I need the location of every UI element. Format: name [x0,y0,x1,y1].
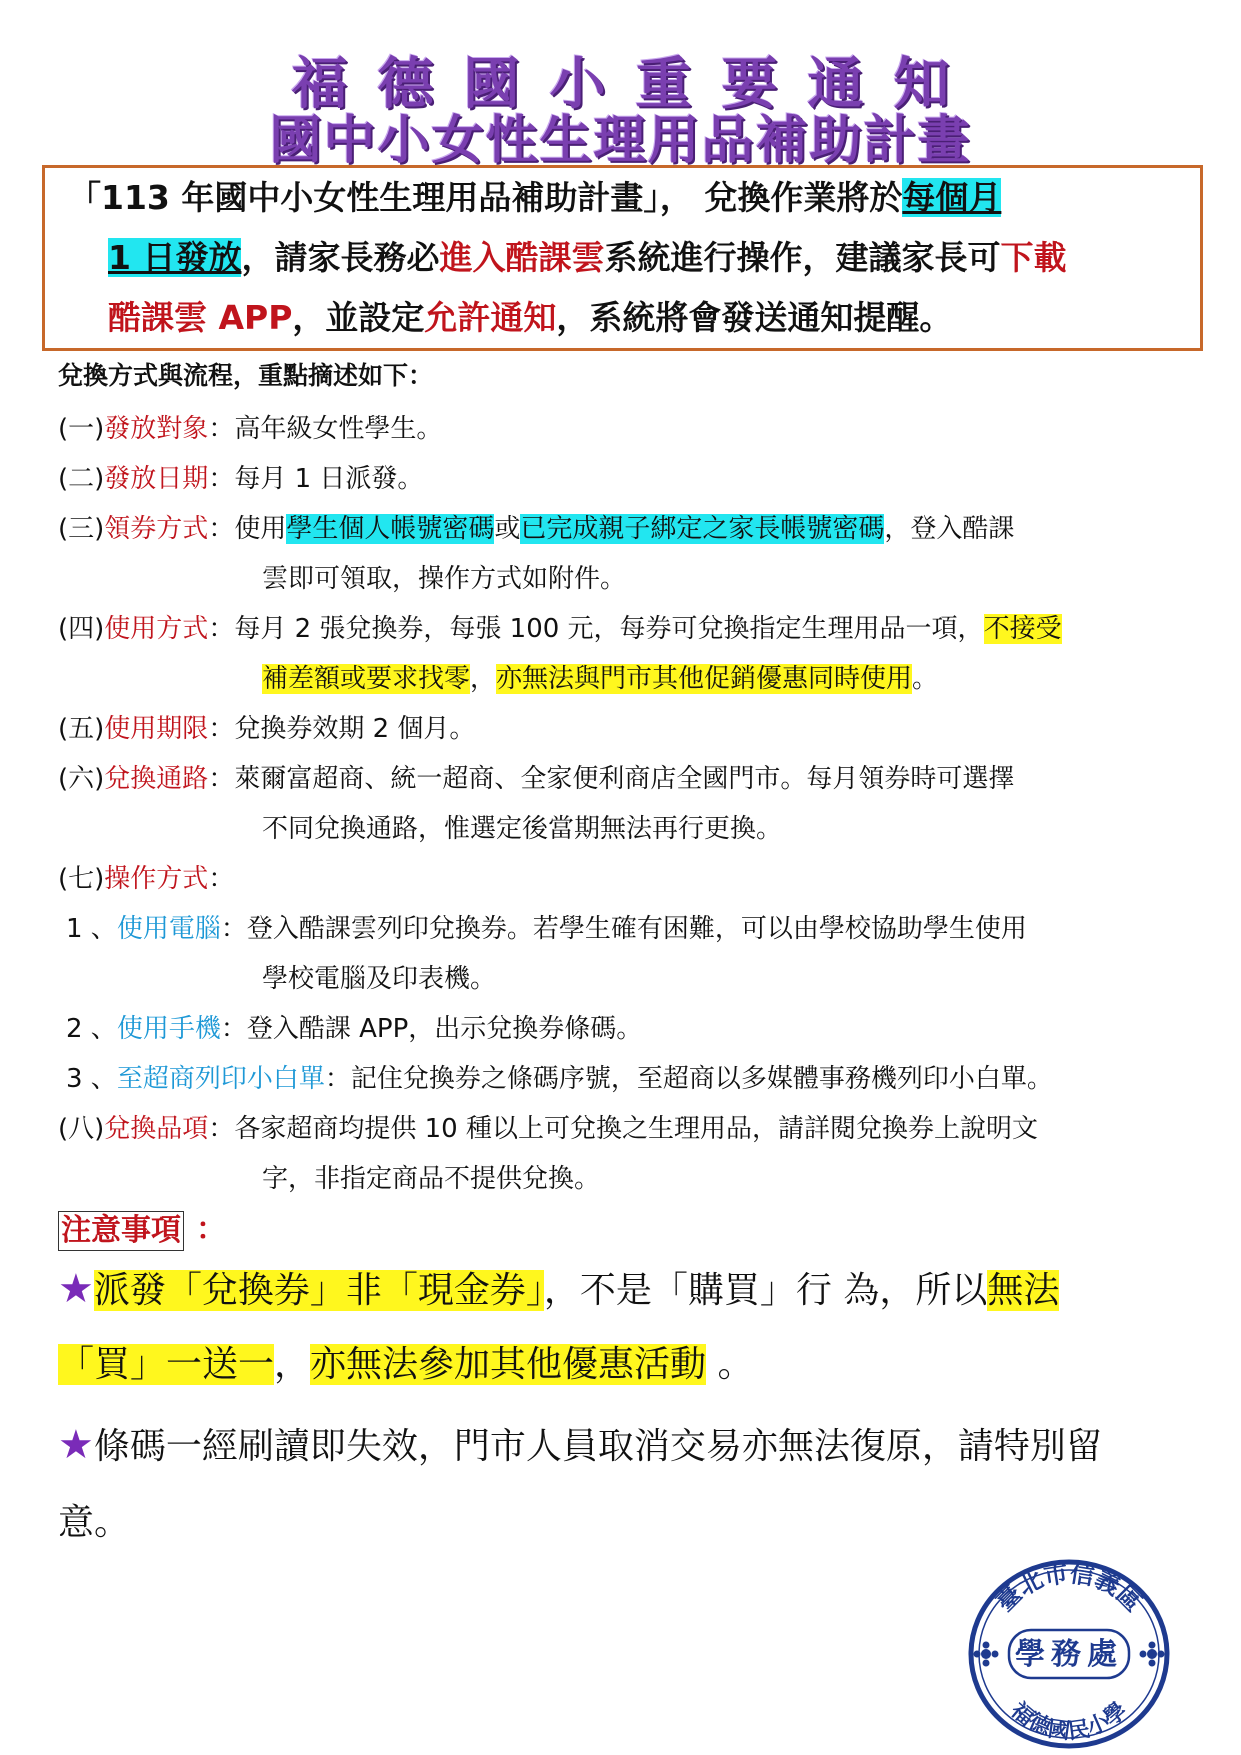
notice-text: ，請家長務必 [241,238,440,277]
notice-emphasis: 允許通知 [424,298,557,337]
item-number: (三) [58,514,105,544]
item-label: 兌換通路 [104,764,209,794]
item-colon: ： [208,514,235,544]
note-text: 。 [706,1344,754,1385]
notice-text: 系統進行操作，建議家長可 [604,238,1001,277]
notice-text: 「113 年國中小女性生理用品補助計畫」， 兌換作業將於 [68,178,903,217]
sub-item-computer [66,908,1027,945]
notes-colon: ： [196,1212,226,1247]
stamp-bottom-text: 福德國民小學 [1005,1697,1133,1745]
item-number: (一) [58,414,105,444]
note-2-line-1 [58,1418,1102,1469]
note-text: ， [274,1344,311,1385]
item-label: 領券方式 [104,514,209,544]
item-text: 每月 1 日派發。 [234,464,424,494]
item-label: 使用方式 [104,614,209,644]
item-label: 操作方式 [104,864,209,894]
item-number: (六) [58,764,105,794]
item-continuation: 字，非指定商品不提供兌換。 [262,1164,601,1194]
list-item-usage [58,608,1062,645]
item-text: 登入酷課雲列印兌換券。若學生確有困難，可以由學校協助學生使用 [246,914,1027,944]
item-continuation [262,658,938,695]
item-colon: ： [208,464,235,494]
sub-item-store-print [66,1058,1053,1095]
item-colon: ： [220,914,247,944]
notice-emphasis: 酷課雲 APP [108,298,293,337]
note-highlight: 「買」一送一 [58,1344,275,1385]
item-colon: ： [324,1064,351,1094]
item-colon: ： [220,1014,247,1044]
notice-line-1 [68,172,1001,219]
item-text: 兌換券效期 2 個月。 [234,714,476,744]
item-highlight: 學生個人帳號密碼 [286,514,495,544]
item-number: (四) [58,614,105,644]
item-text: 。 [912,664,939,694]
item-highlight: 已完成親子綁定之家長帳號密碼 [520,514,885,544]
note-text: 條碼一經刷讀即失效，門市人員取消交易亦無法復原，請特別留 [93,1426,1102,1467]
note-highlight: 亦無法參加其他優惠活動 [310,1344,707,1385]
list-item-products [58,1108,1038,1145]
notice-text: ，系統將會發送通知提醒。 [556,298,953,337]
notice-emphasis: 進入酷課雲 [439,238,605,277]
note-1-line-1 [58,1262,1059,1313]
notice-line-2 [108,232,1066,279]
note-2-line-2: 意。 [58,1502,131,1543]
item-colon: ： [208,414,235,444]
note-text: ，不是「購買」行 為，所以 [543,1270,988,1311]
item-text: 高年級女性學生。 [234,414,443,444]
item-continuation: 學校電腦及印表機。 [262,964,497,994]
item-text: 登入酷課 APP，出示兌換券條碼。 [246,1014,643,1044]
item-label: 使用期限 [104,714,209,744]
item-continuation: 雲即可領取，操作方式如附件。 [262,564,627,594]
item-number: (七) [58,864,105,894]
list-item-target [58,408,442,445]
sub-item-phone [66,1008,642,1045]
list-item-claim [58,508,1014,545]
page-subtitle: 國中小女性生理用品補助計畫 [269,111,972,171]
item-colon: ： [208,1114,235,1144]
item-number: 2 、 [66,1014,117,1044]
list-item-date [58,458,423,495]
item-text: 記住兌換券之條碼序號，至超商以多媒體事務機列印小白單。 [350,1064,1053,1094]
notice-line-3 [108,292,952,339]
item-label: 使用手機 [116,1014,221,1044]
item-colon: ： [208,714,235,744]
notice-highlight: 1 日發放 [108,238,242,277]
item-label: 發放日期 [104,464,209,494]
item-text: 萊爾富超商、統一超商、全家便利商店全國門市。每月領券時可選擇 [234,764,1015,794]
star-icon: ★ [58,1266,94,1312]
note-highlight: 派發「兌換券」非「現金券」 [93,1270,544,1311]
item-text: 各家超商均提供 10 種以上可兌換之生理用品，請詳閱兌換券上說明文 [234,1114,1038,1144]
page-title: 福德國小重要通知 [291,52,980,117]
list-item-operation [58,858,234,895]
item-text: 每月 2 張兌換券，每張 100 元，每券可兌換指定生理用品一項， [234,614,984,644]
notice-emphasis: 下載 [1000,238,1067,277]
item-text: ， [470,664,497,694]
flower-icon [974,1642,999,1667]
item-highlight: 亦無法與門市其他促銷優惠同時使用 [496,664,913,694]
item-number: (五) [58,714,105,744]
item-continuation: 不同兌換通路，惟選定後當期無法再行更換。 [262,814,783,844]
note-highlight: 無法 [987,1270,1060,1311]
section-heading: 兌換方式與流程，重點摘述如下： [58,361,434,390]
flower-icon [1140,1642,1165,1667]
item-colon: ： [208,614,235,644]
school-stamp [964,1554,1174,1754]
list-item-channel [58,758,1014,795]
item-text: 使用 [234,514,287,544]
stamp-center-text: 學務處 [1015,1637,1123,1672]
item-colon: ： [208,864,235,894]
star-icon: ★ [58,1422,94,1468]
item-number: (二) [58,464,105,494]
item-number: (八) [58,1114,105,1144]
item-text: ，登入酷課 [884,514,1015,544]
item-number: 3 、 [66,1064,117,1094]
notes-label: 注意事項 [58,1211,184,1251]
notice-text: ，並設定 [292,298,425,337]
item-label: 發放對象 [104,414,209,444]
item-label: 使用電腦 [116,914,221,944]
item-label: 兌換品項 [104,1114,209,1144]
note-1-line-2 [58,1336,754,1387]
list-item-validity [58,708,475,745]
item-text: 或 [494,514,521,544]
stamp-top-text: 臺北市信義區 [990,1558,1148,1617]
item-colon: ： [208,764,235,794]
item-label: 至超商列印小白單 [116,1064,325,1094]
item-highlight: 補差額或要求找零 [262,664,471,694]
notice-highlight: 每個月 [902,178,1002,217]
item-highlight: 不接受 [983,614,1062,644]
item-number: 1 、 [66,914,117,944]
